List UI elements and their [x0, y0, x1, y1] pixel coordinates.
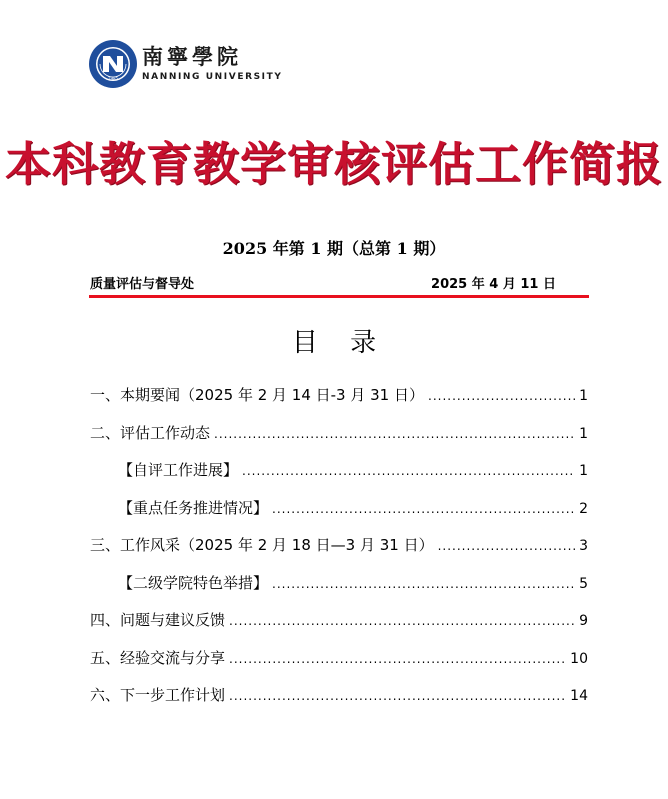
- toc-item[interactable]: [90, 684, 588, 722]
- issue-number: 2025 年第 1 期（总第 1 期）: [222, 239, 446, 258]
- toc-item[interactable]: [90, 384, 588, 422]
- toc-leader-dots: [272, 577, 575, 591]
- toc-subitem[interactable]: [90, 572, 588, 610]
- toc-item-page: 1: [579, 463, 588, 479]
- university-name-cn: 南寧學院: [142, 44, 242, 69]
- publish-date: 2025 年 4 月 11 日: [431, 277, 556, 292]
- toc-item[interactable]: [90, 422, 588, 460]
- toc-item[interactable]: [90, 534, 588, 572]
- toc-leader-dots: [229, 689, 566, 703]
- red-divider: [89, 295, 589, 298]
- toc-item-page: 14: [570, 688, 588, 704]
- toc-leader-dots: [229, 614, 575, 628]
- toc-item[interactable]: [90, 609, 588, 647]
- toc-item-label: 六、下一步工作计划: [90, 686, 226, 704]
- toc-item[interactable]: [90, 647, 588, 685]
- toc-leader-dots: [242, 464, 575, 478]
- university-seal-icon: [88, 39, 138, 89]
- toc-item-label: 三、工作风采（2025 年 2 月 18 日—3 月 31 日）: [90, 536, 434, 554]
- toc-leader-dots: [438, 539, 575, 553]
- toc-leader-dots: [214, 427, 575, 441]
- toc-item-page: 1: [579, 388, 588, 404]
- toc-item-page: 5: [579, 575, 588, 592]
- toc-subitem[interactable]: [90, 459, 588, 497]
- seal-year: 1985: [107, 76, 119, 81]
- bulletin-title: 本科教育教学审核评估工作简报: [5, 137, 663, 191]
- department: 质量评估与督导处: [90, 277, 195, 292]
- toc-item-page: 2: [579, 500, 588, 517]
- table-of-contents: [90, 384, 588, 722]
- toc-item-label: 四、问题与建议反馈: [90, 611, 226, 629]
- toc-leader-dots: [229, 652, 566, 666]
- toc-item-label: 【二级学院特色举措】: [118, 573, 269, 592]
- toc-item-label: 一、本期要闻（2025 年 2 月 14 日-3 月 31 日）: [90, 386, 424, 404]
- toc-item-page: 9: [579, 613, 588, 629]
- toc-leader-dots: [428, 389, 575, 403]
- toc-item-page: 1: [579, 425, 588, 442]
- university-name-en: NANNING UNIVERSITY: [142, 72, 283, 82]
- toc-item-label: 【重点任务推进情况】: [118, 498, 269, 517]
- toc-item-label: 五、经验交流与分享: [90, 648, 226, 667]
- toc-item-page: 10: [570, 650, 588, 667]
- toc-heading: 目 录: [291, 328, 389, 358]
- toc-item-label: 【自评工作进展】: [118, 461, 239, 479]
- toc-subitem[interactable]: [90, 497, 588, 535]
- university-logo: [88, 39, 282, 89]
- toc-item-page: 3: [579, 538, 588, 554]
- toc-item-label: 二、评估工作动态: [90, 423, 211, 442]
- toc-leader-dots: [272, 502, 575, 516]
